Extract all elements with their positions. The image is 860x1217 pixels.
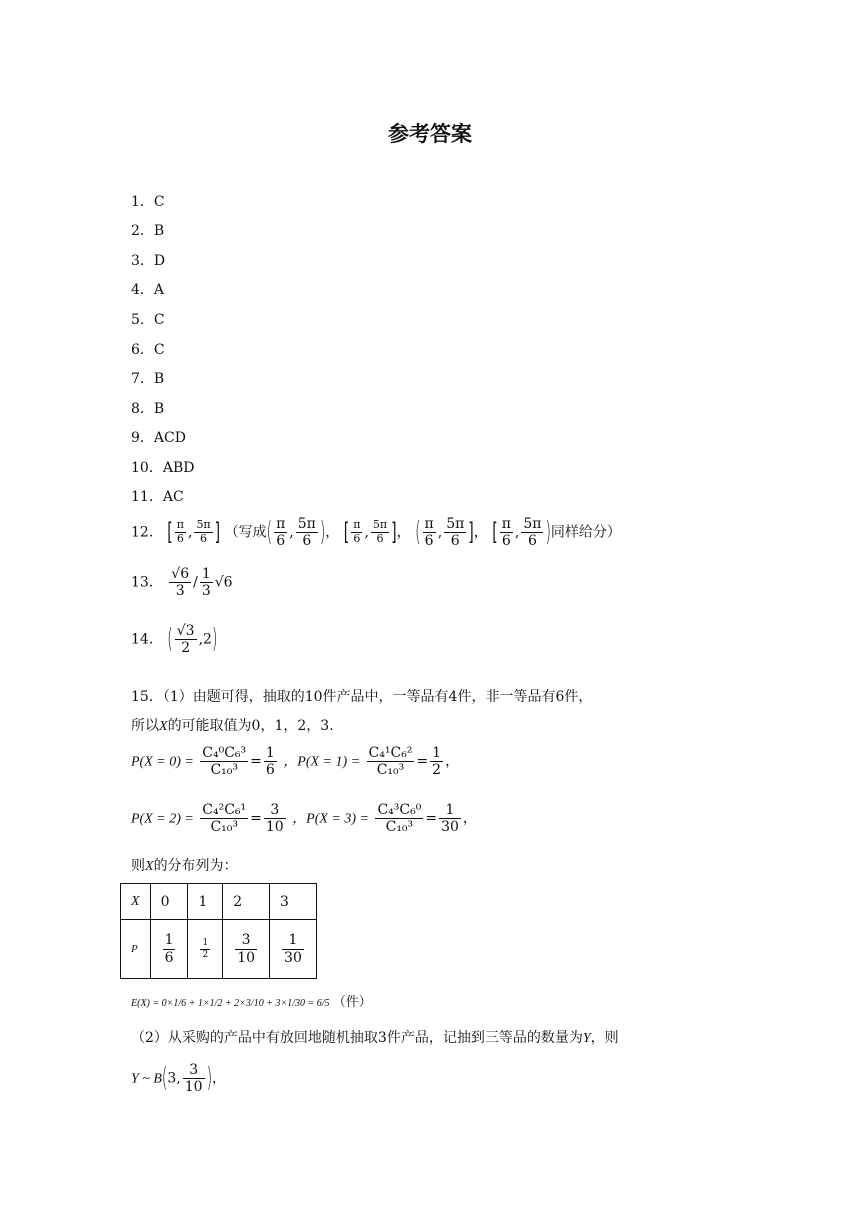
table-cell: 3 (270, 884, 317, 920)
table-cell: X (121, 884, 151, 920)
table-cell: $\frac{1}{6}$ (150, 920, 188, 979)
answer-item: 3．D (131, 253, 166, 269)
answer-item: 5．C (131, 312, 165, 328)
table-cell: $\frac{3}{10}$ (223, 920, 270, 979)
table-cell: 0 (150, 884, 188, 920)
prob-row-2: P(X = 2) = $\frac{\text{C₄²C₆¹}}{\text{C₁₀³}}$ = $\frac{3}{10}$ ，P(X = 3) = $\frac{\text{C₄³C₆⁰}}{\text{C₁₀³}}$ = $\frac{1}{30}$ ， (131, 802, 477, 836)
part2-line1: （2）从采购的产品中有放回地随机抽取3件产品，记抽到三等品的数量为Y，则 (131, 1030, 619, 1046)
distribution-intro: 则X的分布列为： (131, 858, 238, 874)
answer-12: 12． [ $\frac{\pi}{6}$ , $\frac{5\pi}{6}$ ] （写成( $\frac{\pi}{6}$ , $\frac{5\pi}{6}$ )， [ $\frac{\pi}{6}$ , $\frac{5\pi}{6}$ ]， ( $\frac{\pi}{6}$ , $\frac{5\pi}{6}$ ]， [ $\frac{\pi}{6}$ , $\frac{5\pi}{6}$ )同样给分） (131, 516, 621, 550)
part2-binomial: Y ~ B(3, $\frac{3}{10}$ )， (131, 1062, 227, 1096)
answer-item: 11．AC (131, 489, 184, 505)
answer-13: 13． $\frac{√6}{3}$ / $\frac{1}{3}$ √6 (131, 566, 233, 600)
table-cell: 1 (188, 884, 223, 920)
answer-item: 9．ACD (131, 430, 186, 446)
table-row (121, 920, 317, 979)
table-cell: $\frac{1}{30}$ (270, 920, 317, 979)
table-cell: P (121, 920, 151, 979)
answer-15-line1: 15．（1）由题可得，抽取的10件产品中，一等品有4件，非一等品有6件， (131, 689, 593, 705)
expectation-formula: E(X) = 0×1/6 + 1×1/2 + 2×3/10 + 3×1/30 = 6/5 （件） (131, 995, 372, 1010)
table-row (121, 884, 317, 920)
answer-item: 7．B (131, 371, 165, 387)
answer-item: 8．B (131, 401, 165, 417)
page-title: 参考答案 (388, 122, 472, 146)
answer-14: 14． ( $\frac{√3}{2}$ ,2) (131, 623, 218, 657)
prob-row-1: P(X = 0) = $\frac{\text{C₄⁰C₆³}}{\text{C₁₀³}}$ = $\frac{1}{6}$ ，P(X = 1) = $\frac{\text{C₄¹C₆²}}{\text{C₁₀³}}$ = $\frac{1}{2}$ ， (131, 745, 460, 779)
table-cell: $\frac{1}{2}$ (188, 920, 223, 979)
answer-item: 10．ABD (131, 460, 195, 476)
answer-15-line2: 所以X的可能取值为0，1，2，3. (131, 718, 334, 734)
distribution-table (120, 883, 317, 979)
answer-item: 1．C (131, 194, 165, 210)
answer-item: 2．B (131, 223, 165, 239)
table-cell: 2 (223, 884, 270, 920)
answer-item: 4．A (131, 282, 165, 298)
answer-item: 6．C (131, 342, 165, 358)
